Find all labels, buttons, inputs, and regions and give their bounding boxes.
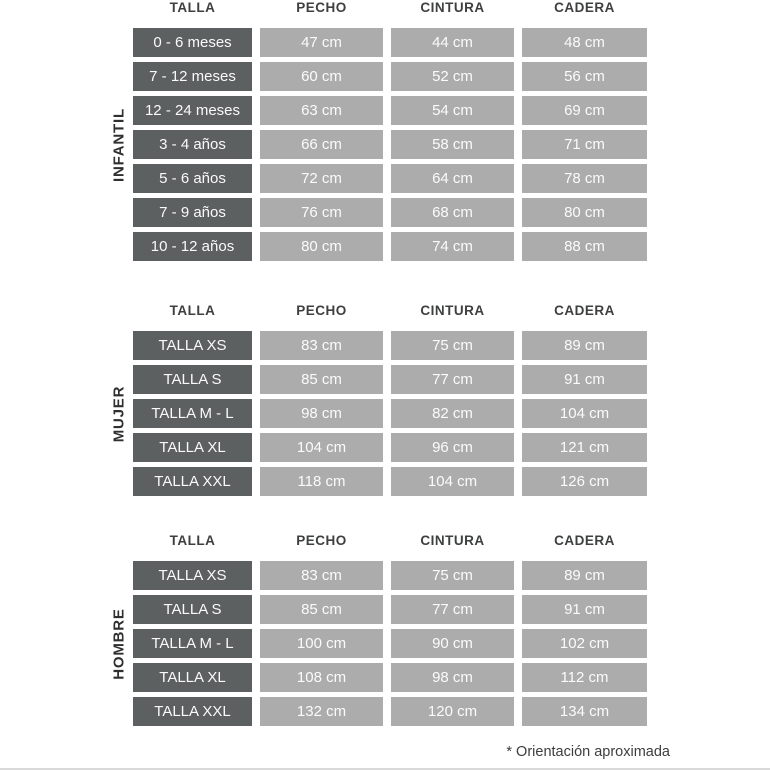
row-label-cell: 7 - 9 años [133, 198, 252, 227]
section-mujer [110, 303, 647, 496]
row-label-cell: 12 - 24 meses [133, 96, 252, 125]
value-cell: 85 cm [260, 365, 383, 394]
value-cell: 77 cm [391, 365, 514, 394]
value-cell: 68 cm [391, 198, 514, 227]
value-cell: 80 cm [260, 232, 383, 261]
section-hombre [110, 533, 647, 726]
value-cell: 60 cm [260, 62, 383, 91]
value-cell: 89 cm [522, 561, 647, 590]
value-cell: 112 cm [522, 663, 647, 692]
value-cell: 100 cm [260, 629, 383, 658]
value-cell: 104 cm [522, 399, 647, 428]
row-label-cell: TALLA M - L [133, 629, 252, 658]
value-cell: 88 cm [522, 232, 647, 261]
row-label-cell: TALLA XXL [133, 697, 252, 726]
value-cell: 58 cm [391, 130, 514, 159]
value-cell: 52 cm [391, 62, 514, 91]
column-header-cadera: CADERA [554, 0, 615, 15]
value-cell: 134 cm [522, 697, 647, 726]
footnote: * Orientación aproximada [506, 744, 670, 760]
row-label-cell: 0 - 6 meses [133, 28, 252, 57]
row-label-cell: TALLA XXL [133, 467, 252, 496]
section-infantil [110, 0, 647, 261]
value-cell: 96 cm [391, 433, 514, 462]
row-label-cell: 3 - 4 años [133, 130, 252, 159]
value-cell: 56 cm [522, 62, 647, 91]
value-cell: 120 cm [391, 697, 514, 726]
value-cell: 72 cm [260, 164, 383, 193]
table-body [133, 561, 647, 726]
column-header-pecho: PECHO [296, 303, 347, 318]
section-label-infantil: INFANTIL [110, 107, 128, 182]
row-label-cell: TALLA XL [133, 663, 252, 692]
table-body [133, 331, 647, 496]
row-label-cell: TALLA S [133, 595, 252, 624]
value-cell: 132 cm [260, 697, 383, 726]
row-label-cell: TALLA XS [133, 561, 252, 590]
column-headers [133, 533, 647, 550]
row-label-cell: TALLA S [133, 365, 252, 394]
column-header-cadera: CADERA [554, 533, 615, 548]
value-cell: 83 cm [260, 331, 383, 360]
value-cell: 47 cm [260, 28, 383, 57]
row-label-cell: TALLA M - L [133, 399, 252, 428]
column-headers [133, 0, 647, 17]
column-header-talla: TALLA [169, 303, 216, 318]
row-label-cell: 7 - 12 meses [133, 62, 252, 91]
column-header-pecho: PECHO [296, 0, 347, 15]
value-cell: 75 cm [391, 331, 514, 360]
table-body [133, 28, 647, 261]
value-cell: 71 cm [522, 130, 647, 159]
value-cell: 83 cm [260, 561, 383, 590]
value-cell: 76 cm [260, 198, 383, 227]
row-label-cell: 10 - 12 años [133, 232, 252, 261]
value-cell: 104 cm [391, 467, 514, 496]
value-cell: 74 cm [391, 232, 514, 261]
value-cell: 54 cm [391, 96, 514, 125]
value-cell: 90 cm [391, 629, 514, 658]
section-label-hombre: HOMBRE [110, 607, 128, 680]
column-header-cintura: CINTURA [420, 303, 485, 318]
value-cell: 77 cm [391, 595, 514, 624]
column-header-cintura: CINTURA [420, 0, 485, 15]
column-header-talla: TALLA [169, 533, 216, 548]
value-cell: 126 cm [522, 467, 647, 496]
value-cell: 104 cm [260, 433, 383, 462]
column-header-talla: TALLA [169, 0, 216, 15]
value-cell: 80 cm [522, 198, 647, 227]
row-label-cell: TALLA XS [133, 331, 252, 360]
row-label-cell: TALLA XL [133, 433, 252, 462]
column-header-pecho: PECHO [296, 533, 347, 548]
value-cell: 102 cm [522, 629, 647, 658]
value-cell: 66 cm [260, 130, 383, 159]
column-headers [133, 303, 647, 320]
value-cell: 121 cm [522, 433, 647, 462]
value-cell: 89 cm [522, 331, 647, 360]
value-cell: 44 cm [391, 28, 514, 57]
value-cell: 118 cm [260, 467, 383, 496]
row-label-cell: 5 - 6 años [133, 164, 252, 193]
value-cell: 91 cm [522, 595, 647, 624]
value-cell: 85 cm [260, 595, 383, 624]
section-label-mujer: MUJER [110, 385, 128, 442]
value-cell: 63 cm [260, 96, 383, 125]
value-cell: 75 cm [391, 561, 514, 590]
column-header-cintura: CINTURA [420, 533, 485, 548]
value-cell: 82 cm [391, 399, 514, 428]
value-cell: 64 cm [391, 164, 514, 193]
column-header-cadera: CADERA [554, 303, 615, 318]
value-cell: 98 cm [391, 663, 514, 692]
value-cell: 69 cm [522, 96, 647, 125]
value-cell: 48 cm [522, 28, 647, 57]
value-cell: 78 cm [522, 164, 647, 193]
value-cell: 98 cm [260, 399, 383, 428]
value-cell: 108 cm [260, 663, 383, 692]
value-cell: 91 cm [522, 365, 647, 394]
